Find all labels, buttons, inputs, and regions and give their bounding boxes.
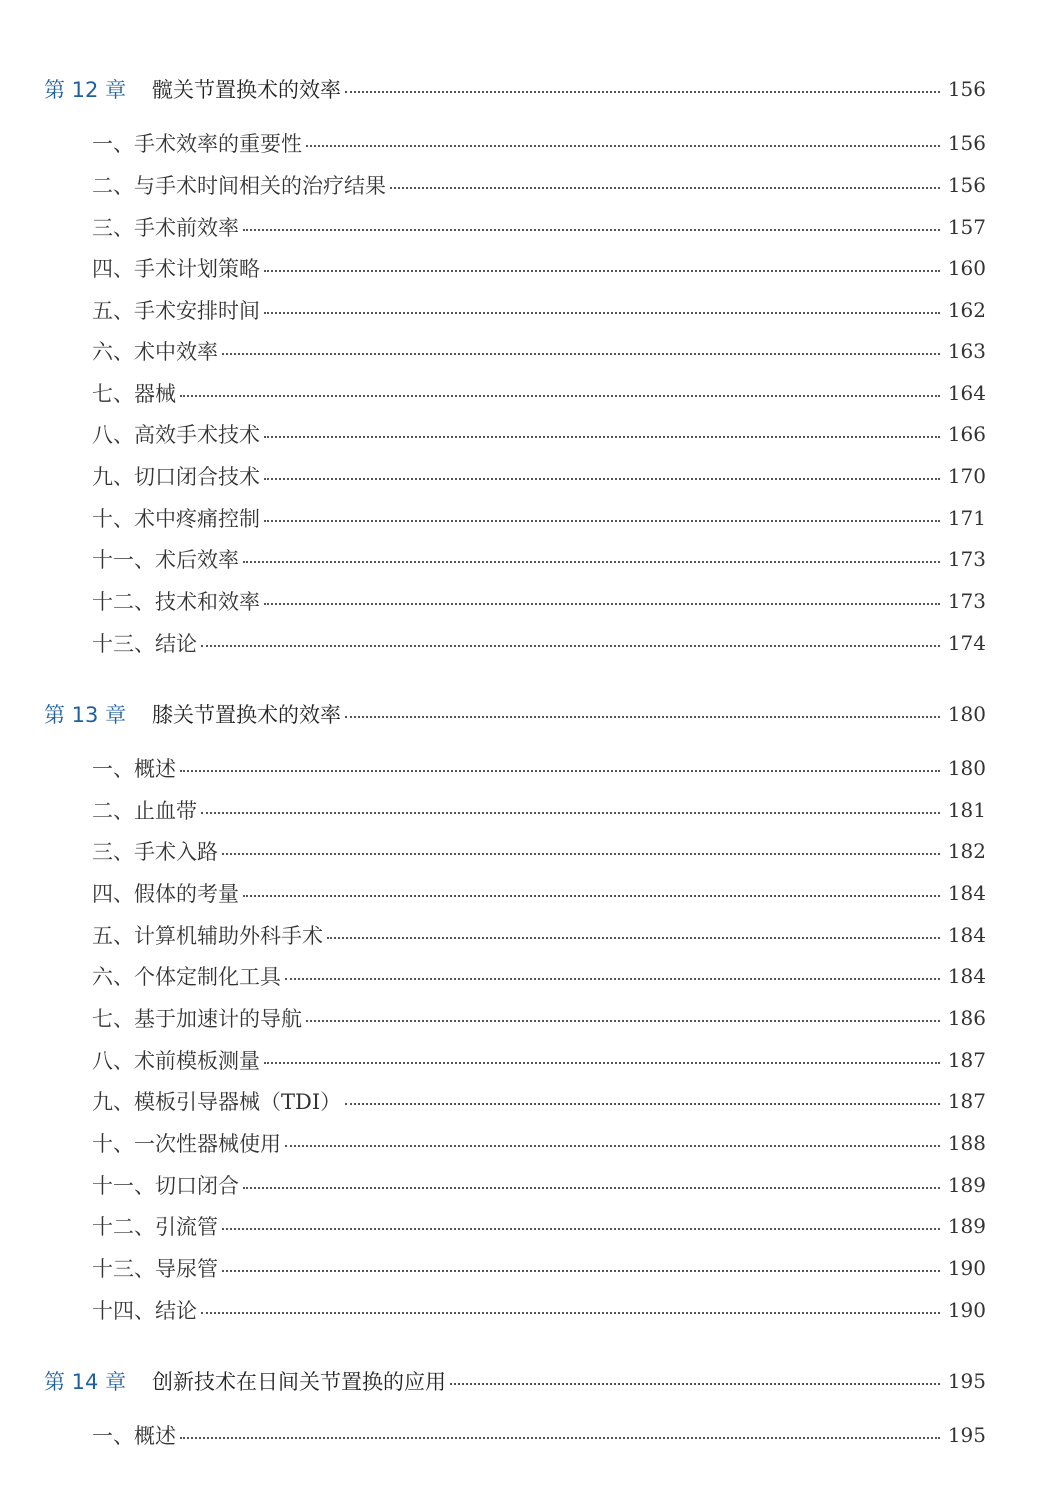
toc-entry[interactable]: [92, 209, 986, 245]
toc-entry[interactable]: [92, 500, 986, 536]
page-number: 187: [947, 1089, 986, 1113]
page-number: 156: [947, 131, 986, 155]
chapter-heading[interactable]: [44, 1363, 986, 1399]
entry-title: 五、手术安排时间: [92, 299, 260, 323]
toc-entry[interactable]: [92, 1167, 986, 1203]
page-number: 166: [947, 422, 986, 446]
chapter-number: 第 12 章: [44, 78, 127, 102]
chapter-title: 膝关节置换术的效率: [152, 703, 341, 727]
entry-title: 十、一次性器械使用: [92, 1132, 281, 1156]
dot-leader: [264, 520, 940, 522]
toc-entry[interactable]: [92, 167, 986, 203]
dot-leader: [222, 853, 940, 855]
toc-entry[interactable]: [92, 250, 986, 286]
toc-entry[interactable]: [92, 833, 986, 869]
dot-leader: [201, 812, 940, 814]
toc-entry[interactable]: [92, 583, 986, 619]
toc-entry[interactable]: [92, 1417, 986, 1453]
entry-title: 十四、结论: [92, 1299, 197, 1323]
chapter-number: 第 13 章: [44, 703, 127, 727]
dot-leader: [450, 1383, 940, 1385]
entry-title: 六、个体定制化工具: [92, 965, 281, 989]
toc-entry[interactable]: [92, 1292, 986, 1328]
toc-entry[interactable]: [92, 1125, 986, 1161]
dot-leader: [345, 1103, 940, 1105]
toc-entry[interactable]: [92, 750, 986, 786]
entry-title: 十二、引流管: [92, 1215, 218, 1239]
entry-title: 二、止血带: [92, 799, 197, 823]
toc-entry[interactable]: [92, 292, 986, 328]
page-number: 156: [947, 77, 986, 101]
page-number: 162: [947, 298, 986, 322]
toc-entry[interactable]: [92, 333, 986, 369]
dot-leader: [264, 270, 940, 272]
chapter-title: 髋关节置换术的效率: [152, 78, 341, 102]
dot-leader: [285, 1145, 940, 1147]
dot-leader: [264, 478, 940, 480]
toc-entry[interactable]: [92, 375, 986, 411]
entry-title: 十一、术后效率: [92, 548, 239, 572]
page-number: 173: [947, 589, 986, 613]
entry-title: 十二、技术和效率: [92, 590, 260, 614]
entry-title: 三、手术前效率: [92, 216, 239, 240]
page-number: 174: [947, 631, 986, 655]
dot-leader: [264, 1062, 940, 1064]
entry-title: 八、高效手术技术: [92, 423, 260, 447]
page-number: 189: [947, 1173, 986, 1197]
dot-leader: [201, 645, 940, 647]
entry-title: 十、术中疼痛控制: [92, 507, 260, 531]
page-number: 182: [947, 839, 986, 863]
dot-leader: [345, 91, 940, 93]
page-number: 160: [947, 256, 986, 280]
toc-entry[interactable]: [92, 1208, 986, 1244]
dot-leader: [390, 187, 940, 189]
page-number: 189: [947, 1214, 986, 1238]
entry-title: 一、概述: [92, 757, 176, 781]
entry-title: 九、模板引导器械（TDI）: [92, 1090, 342, 1114]
toc-entry[interactable]: [92, 917, 986, 953]
entry-title: 五、计算机辅助外科手术: [92, 924, 323, 948]
page-number: 186: [947, 1006, 986, 1030]
entry-title: 一、手术效率的重要性: [92, 132, 302, 156]
toc-entry[interactable]: [92, 125, 986, 161]
dot-leader: [345, 716, 940, 718]
entry-title: 一、概述: [92, 1424, 176, 1448]
dot-leader: [285, 978, 940, 980]
dot-leader: [180, 395, 940, 397]
entry-title: 四、手术计划策略: [92, 257, 260, 281]
toc-entry[interactable]: [92, 625, 986, 661]
entry-title: 七、基于加速计的导航: [92, 1007, 302, 1031]
entry-title: 十三、结论: [92, 632, 197, 656]
page-number: 195: [947, 1423, 986, 1447]
toc-entry[interactable]: [92, 458, 986, 494]
dot-leader: [264, 603, 940, 605]
page-number: 187: [947, 1048, 986, 1072]
dot-leader: [180, 770, 940, 772]
page-number: 190: [947, 1256, 986, 1280]
page-number: 184: [947, 964, 986, 988]
entry-title: 七、器械: [92, 382, 176, 406]
dot-leader: [306, 145, 940, 147]
page-number: 156: [947, 173, 986, 197]
dot-leader: [243, 1187, 940, 1189]
toc-entry[interactable]: [92, 1250, 986, 1286]
page-number: 184: [947, 881, 986, 905]
entry-title: 八、术前模板测量: [92, 1049, 260, 1073]
page-number: 180: [947, 702, 986, 726]
page-number: 190: [947, 1298, 986, 1322]
chapter-title: 创新技术在日间关节置换的应用: [152, 1370, 446, 1394]
toc-entry[interactable]: [92, 875, 986, 911]
page-number: 195: [947, 1369, 986, 1393]
toc-entry[interactable]: [92, 1083, 986, 1119]
entry-title: 六、术中效率: [92, 340, 218, 364]
dot-leader: [264, 312, 940, 314]
dot-leader: [327, 937, 940, 939]
dot-leader: [222, 1270, 940, 1272]
page-number: 181: [947, 798, 986, 822]
dot-leader: [243, 561, 940, 563]
dot-leader: [222, 353, 940, 355]
toc-entry[interactable]: [92, 1000, 986, 1036]
entry-title: 十三、导尿管: [92, 1257, 218, 1281]
dot-leader: [180, 1437, 940, 1439]
page-number: 157: [947, 215, 986, 239]
entry-title: 二、与手术时间相关的治疗结果: [92, 174, 386, 198]
page-number: 163: [947, 339, 986, 363]
chapter-heading[interactable]: [44, 696, 986, 732]
toc-entry[interactable]: [92, 541, 986, 577]
dot-leader: [306, 1020, 940, 1022]
entry-title: 九、切口闭合技术: [92, 465, 260, 489]
toc-entry[interactable]: [92, 792, 986, 828]
dot-leader: [201, 1312, 940, 1314]
dot-leader: [243, 895, 940, 897]
entry-title: 三、手术入路: [92, 840, 218, 864]
page-number: 180: [947, 756, 986, 780]
toc-entry[interactable]: [92, 1042, 986, 1078]
page-number: 171: [947, 506, 986, 530]
dot-leader: [222, 1228, 940, 1230]
chapter-number: 第 14 章: [44, 1370, 127, 1394]
page-number: 164: [947, 381, 986, 405]
chapter-heading[interactable]: [44, 71, 986, 107]
page-number: 170: [947, 464, 986, 488]
page-number: 184: [947, 923, 986, 947]
dot-leader: [243, 229, 940, 231]
toc-entry[interactable]: [92, 958, 986, 994]
entry-title: 四、假体的考量: [92, 882, 239, 906]
toc-entry[interactable]: [92, 416, 986, 452]
entry-title: 十一、切口闭合: [92, 1174, 239, 1198]
page-number: 173: [947, 547, 986, 571]
page-number: 188: [947, 1131, 986, 1155]
dot-leader: [264, 436, 940, 438]
